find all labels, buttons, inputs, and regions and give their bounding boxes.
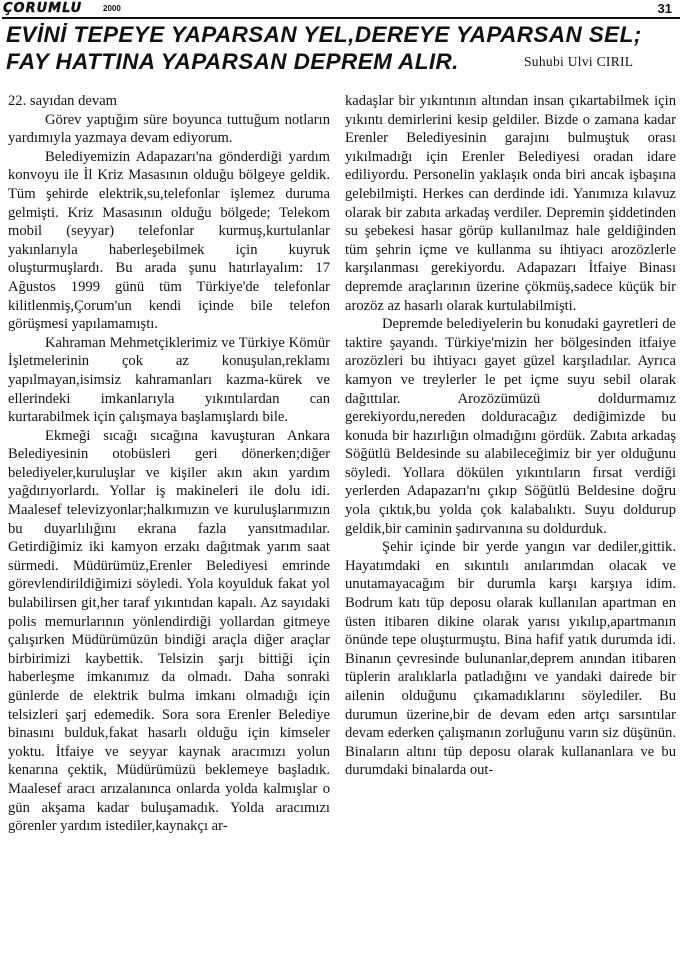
masthead-logo: ÇORUMLU bbox=[3, 1, 83, 16]
article-title-line-1: EVİNİ TEPEYE YAPARSAN YEL,DEREYE YAPARSAN SEL; bbox=[6, 22, 642, 47]
article-author: Suhubi Ulvi CIRIL bbox=[524, 54, 634, 69]
paragraph: Depremde belediyelerin bu konudaki gayretleri de taktire şayandı. Türkiye'mizin her bölgesinden itfaiye arozözleri bu ihtiyacı gayet güzel karşıladılar. Ayrıca kamyon ve treylerler le pet içme suyu sebil olarak dağıttılar. Arozözümüzü doldurmamız gerekiyordu,nereden dolduracağız dediğimizde bu konuda bir hazırlığın olmadığını gördük. Zabıta arkadaş Söğütlü Beldesinde su alabileceğimiz bir yer olduğunu söyledi. Yollara dökülen yıkıntıların fırsat verdiği yerlerden Adapazarı'nı çıkıp Söğütlü Beldesine doğru yola çıktık,bu yolda çok kalabalıktı. Suyu doldurup geldik,bir caminin şadırvanına su doldurduk. bbox=[345, 316, 676, 537]
right-column bbox=[345, 92, 676, 780]
paragraph: Kahraman Mehmetçiklerimiz ve Türkiye Kömür İşletmelerinin çok az konuşulan,reklamı yapılmayan,isimsiz kahramanları kazma-kürek ve ellerindeki imkanlarıyla yıkıntılardan can kurtarabilmek için çalışmaya başlamışlardı bile. bbox=[8, 334, 330, 426]
paragraph: Görev yaptığım süre boyunca tuttuğum notların yardımıyla yazmaya devam ediyorum. bbox=[8, 111, 330, 147]
masthead-year: 2000 bbox=[103, 4, 121, 13]
masthead bbox=[0, 0, 682, 20]
paragraph: Şehir içinde bir yerde yangın var dediler,gittik. Hayatımdaki en sıkıntılı anılarımdan olacak ve unutamayacağım bir durumla karşı karşıya idim. Bodrum katı tüp deposu olarak kullanılan apartman en üsten itibaren dikine olarak yarısı yıkılıp,apartmanın önünde tepe oluşturmuştu. Bina hafif yatık durumda idi. Binanın çevresinde bulunanlar,deprem anından itibaren tüplerin aralıklarla patladığını ve yandaki dairede bir ailenin olduğunu çıkamadıklarını söylediler. Bu durumun üzerine,bir de devam eden artçı sarsıntılar devam ederken çalışmanın zorluğunu varın siz düşünün. Binaların altını tüp deposu olarak kullananlara ve bu durumdaki binalarda out- bbox=[345, 539, 676, 779]
article-title-line-2: FAY HATTINA YAPARSAN DEPREM ALIR. bbox=[6, 49, 459, 74]
header-rule bbox=[2, 17, 680, 19]
paragraph: Ekmeği sıcağı sıcağına kavuşturan Ankara Belediyesinin otobüsleri geri dönerken;diğer belediyeler,kuruluşlar ve kişiler akın akın yardım yağdırıyorlardı. Yollar iş makineleri ile dolu idi. Maalesef televizyonlar;halkımızın ve kuruluşlarımızın bu duyarlılığını ekrana fazla yansıtmadılar. Getirdiğimiz iki kamyon erzakı dağıtmak yarım saat sürmedi. Müdürümüz,Erenler Belediyesi emrinde görevlendirildiğimizi söyledi. Yola koyulduk fakat yol bulabilirsen git,her taraf yıkıntıdan kapalı. Az sayıdaki polis memurlarının yönlendirdiği yollardan gitmeye çalışırken Müdürümüzün bindiği araçla diğer araçlar birbirimizi kaybettik. Telsizin şarjı bittiği için haberleşme imkanımız da olmadı. Daha sonraki günlerde de elektrik bulma imkanı olmadığı için telsizleri şarj edemedik. Sora sora Erenler Belediye binasını bulduk,fakat hasarlı olduğu için kimseler yoktu. İtfaiye ve seyyar kaynak aracımızı yolun kenarına çektik, Müdürümüzü beklemeye başladık. Maalesef aracı arızalanınca onlarda yolda kalmışlar o gün akşama kadar buluşamadık. Yolda aracımızı görenler yardım istediler,kaynakçı ar- bbox=[8, 427, 330, 835]
continued-from-note: 22. sayıdan devam bbox=[8, 93, 118, 109]
paragraph: Belediyemizin Adapazarı'na gönderdiği yardım konvoyu ile İl Kriz Masasının olduğu bölgeye geldik. Tüm şehirde elektrik,su,telefonlar işlemez duruma gelmişti. Kriz Masasının olduğu bölgede; Telekom mobil (seyyar) telefonlar kurmuş,kurtulanlar yakınlarıyla haberleşebilmek için kuyruk oluşturmuşlardı. Bu arada şunu hatırlayalım: 17 Ağustos 1999 günü tüm Türkiye'de telefonlar kilitlenmiş,Çorum'un kendi içinde bile telefon görüşmesi yapılamamıştı. bbox=[8, 148, 330, 333]
left-column bbox=[8, 92, 330, 836]
page-number: 31 bbox=[657, 1, 672, 16]
paragraph: kadaşlar bir yıkıntının altından insan çıkartabilmek için yıkıntı demirlerini kesip geldiler. Bizde o zamana kadar Erenler Belediyesinin garajını bulmuştuk orası yıkılmadığı için Erenler Belediyesi oradan idare ediliyordu. Personelin yaklaşık onda biri ancak işbaşına gelebilmişti. Herkes can derdinde idi. Yanımıza kılavuz olarak bir zabıta arkadaş verdiler. Depremin şiddetinden su şebekesi hasar görüp kullanılmaz hale geldiğinden tüm şehrin içme ve kullanma su ihtiyacı arozözlerle karşılanması gerekiyordu. Adapazarı İtfaiye Binası depremde araçlarının üzerine çökmüş,sadece küçük bir arozöz az hasarlı olarak kurtulabilmişti. bbox=[345, 93, 676, 314]
